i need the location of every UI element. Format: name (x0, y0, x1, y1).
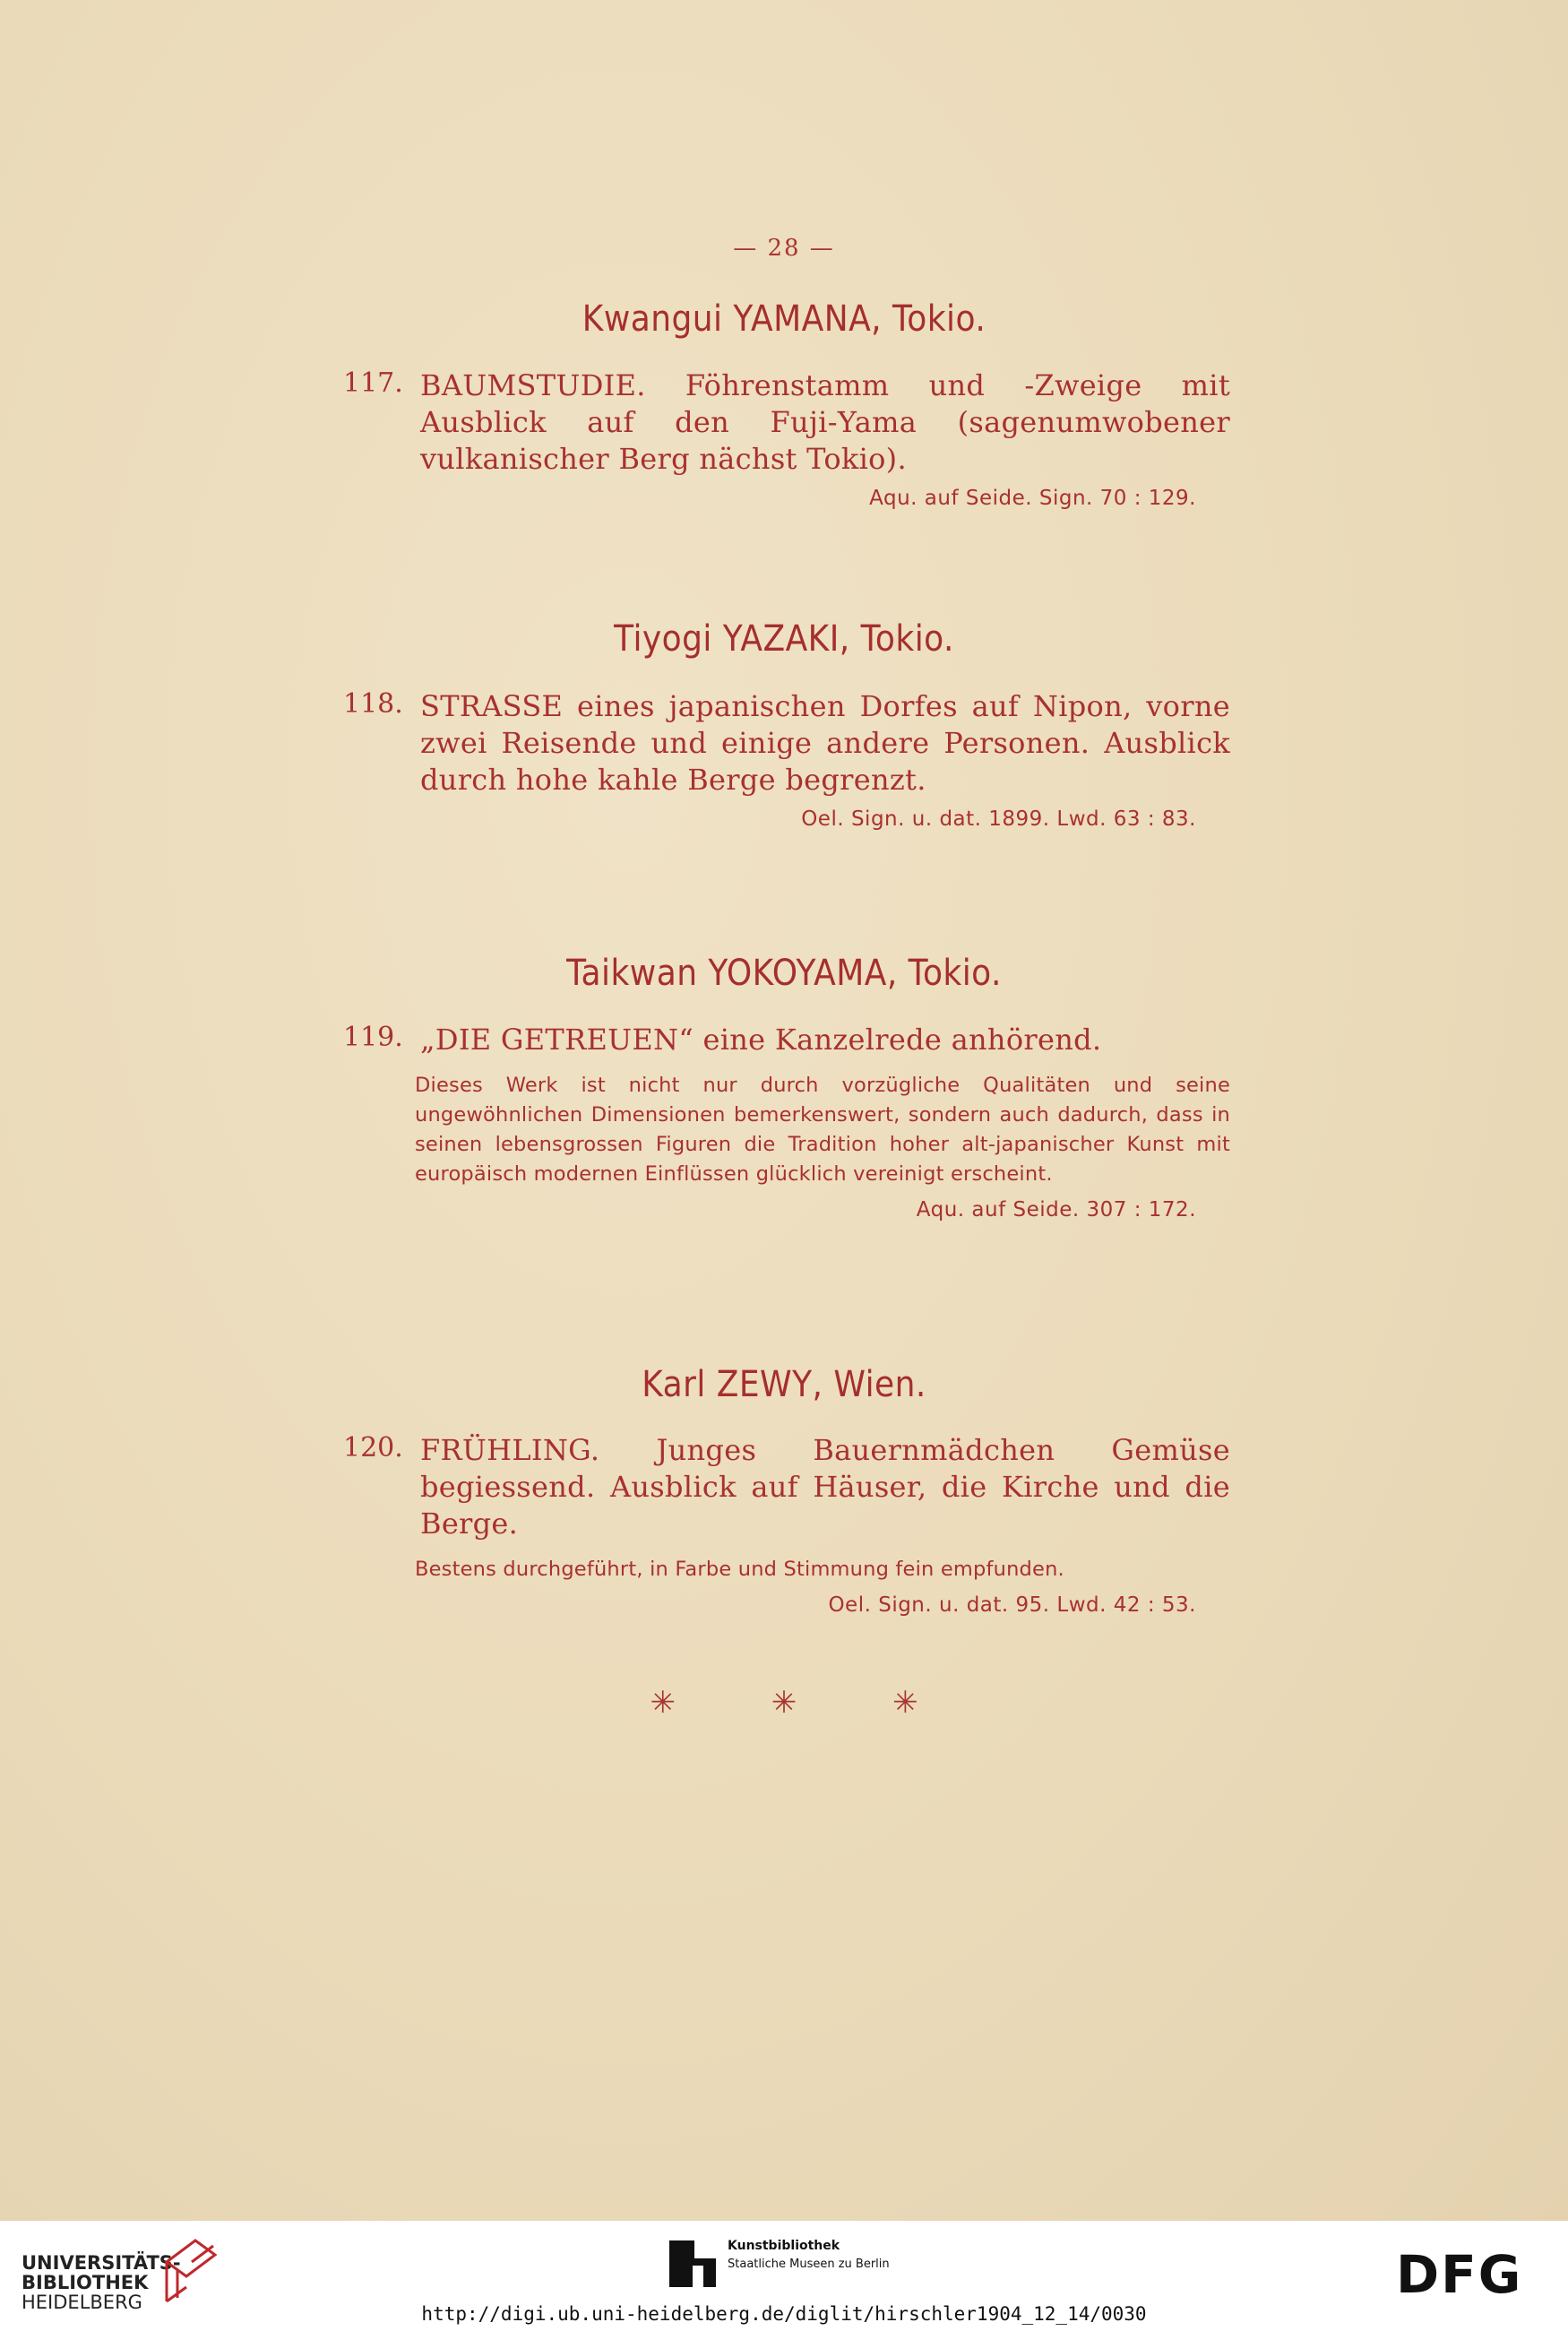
artist-heading: Taikwan YOKOYAMA, Tokio. (566, 953, 1002, 994)
entry-meta: Oel. Sign. u. dat. 1899. Lwd. 63 : 83. (801, 807, 1196, 831)
asterism-icon: ✳ (771, 1685, 797, 1721)
kunstbibliothek-logo-icon (668, 2239, 718, 2289)
entry-text: STRASSE eines japanischen Dorfes auf Nipon, vorne zwei Reisende und einige andere Personen. Ausblick durch hohe kahle Berge begrenzt. (420, 689, 1230, 797)
catalog-entry (343, 1432, 1230, 1617)
digitization-footer (0, 2221, 1568, 2331)
catalog-entry (343, 1022, 1230, 1222)
ub-heidelberg-logo-icon (159, 2235, 222, 2307)
catalog-entry (343, 688, 1230, 831)
kunstbibliothek-text (728, 2237, 890, 2274)
entry-meta: Aqu. auf Seide. Sign. 70 : 129. (869, 487, 1196, 510)
ub-line3: HEIDELBERG (22, 2292, 142, 2313)
entry-meta: Aqu. auf Seide. 307 : 172. (916, 1198, 1196, 1222)
asterism-icon: ✳ (650, 1685, 676, 1721)
ornament-stars (0, 1685, 1568, 1721)
entry-description: Bestens durchgeführt, in Farbe und Stimmung fein empfunden. (415, 1558, 1064, 1581)
entry-number: 119. (343, 1022, 403, 1053)
entry-description: Dieses Werk ist nicht nur durch vorzügliche Qualitäten und seine ungewöhnlichen Dimensionen bemerkenswert, sondern auch dadurch, dass in seinen lebensgrossen Figuren die Tradition hoher alt‑japanischer Kunst mit europäisch modernen Einflüssen glücklich vereinigt erscheint. (415, 1074, 1230, 1186)
entry-text: „DIE GETREUEN“ eine Kanzelrede anhörend. (420, 1023, 1102, 1057)
kb-line2: Staatliche Museen zu Berlin (728, 2258, 890, 2271)
entry-text: FRÜHLING. Junges Bauernmädchen Gemüse begiessend. Ausblick auf Häuser, die Kirche und die Berge. (420, 1433, 1230, 1541)
entry-text: BAUMSTUDIE. Föhrenstamm und ‑Zweige mit Ausblick auf den Fuji‑Yama (sagenumwobener vulkanischer Berg nächst Tokio). (420, 368, 1230, 476)
catalog-entry (343, 367, 1230, 510)
entry-number: 118. (343, 688, 403, 720)
entry-number: 120. (343, 1432, 403, 1463)
permalink-url[interactable]: http://digi.ub.uni-heidelberg.de/diglit/hirschler1904_12_14/0030 (421, 2303, 1147, 2325)
entry-meta: Oel. Sign. u. dat. 95. Lwd. 42 : 53. (828, 1593, 1196, 1617)
artist-heading: Karl ZEWY, Wien. (642, 1364, 926, 1405)
page-number: — 28 — (733, 235, 835, 262)
artist-heading: Tiyogi YAZAKI, Tokio. (614, 618, 954, 660)
artist-heading: Kwangui YAMANA, Tokio. (582, 298, 986, 340)
entry-number: 117. (343, 367, 403, 399)
dfg-logo: DFG (1396, 2244, 1523, 2305)
ub-line1: UNIVERSITÄTS- (22, 2252, 181, 2274)
ub-line2: BIBLIOTHEK (22, 2272, 149, 2293)
asterism-icon: ✳ (892, 1685, 918, 1721)
kb-line1: Kunstbibliothek (728, 2239, 840, 2253)
